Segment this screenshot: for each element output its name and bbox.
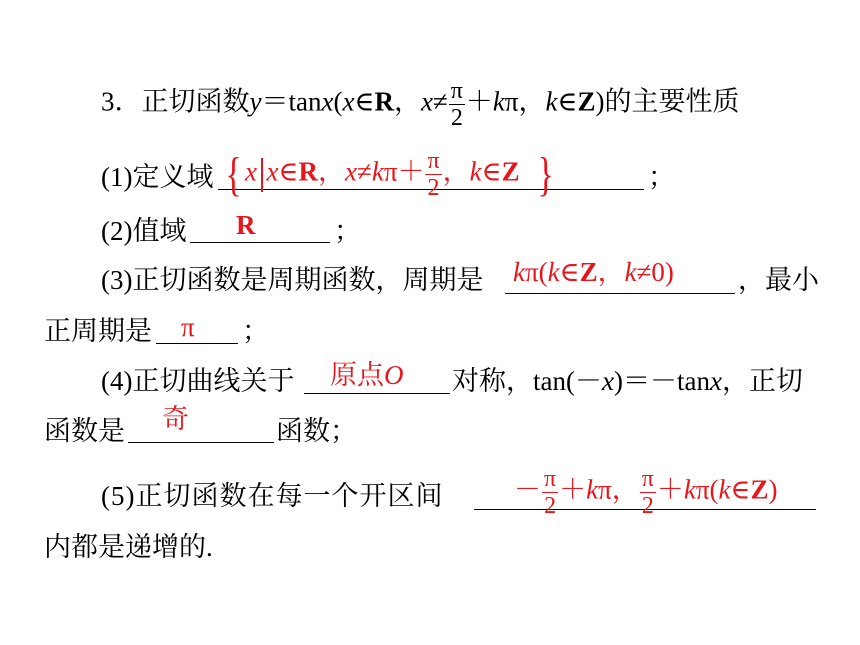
item4-end2: 函数； [276,416,357,446]
item2-label: (2)值域 [101,216,187,246]
item4-answer: 原点O [330,360,404,390]
item1-label: (1)定义域 [101,162,214,192]
item3-end2: ； [242,316,269,346]
pi-over-2-fraction: $\frac{\pi}{2}$ [450,78,463,131]
item3-label: (3)正切函数是周期函数，周期是 [101,265,484,295]
item3-line2: 正周期是 [44,316,152,346]
item4-answer2: 奇 [162,404,189,434]
item1-end: ； [648,162,675,192]
item5-answer: － $\frac{\pi}{2}$ ＋kπ， $\frac{\pi}{2}$ ＋kπ(k∈Z) [514,466,778,519]
item3-answer: kπ(k∈Z，k≠0) [513,257,674,287]
item3-answer2: π [181,312,195,342]
item2-blank [190,242,330,243]
item1-answer: { x x∈R，x≠kπ＋ $\frac{\pi}{2}$ ，k∈Z } [225,147,554,201]
item4-blank2 [128,442,274,443]
item3-blank2 [156,343,238,344]
item2-answer: R [236,210,256,240]
item5-label: (5)正切函数在每一个开区间 [101,481,444,511]
item4-label: (4)正切曲线关于 [101,366,295,396]
item2-end: ； [334,216,361,246]
item3-blank [505,293,735,294]
item4-line2: 函数是 [44,416,125,446]
item5-line2: 内都是递增的. [44,532,213,562]
item3-end: ，最小 [738,265,819,295]
item4-blank [304,393,450,394]
item4-mid: 对称，tan(－x)＝－tanx，正切 [452,366,803,396]
heading: 3．正切函数y＝tanx(x∈R，x≠ $\frac{\pi}{2}$ ＋kπ，k∈Z)的主要性质 [101,78,740,131]
